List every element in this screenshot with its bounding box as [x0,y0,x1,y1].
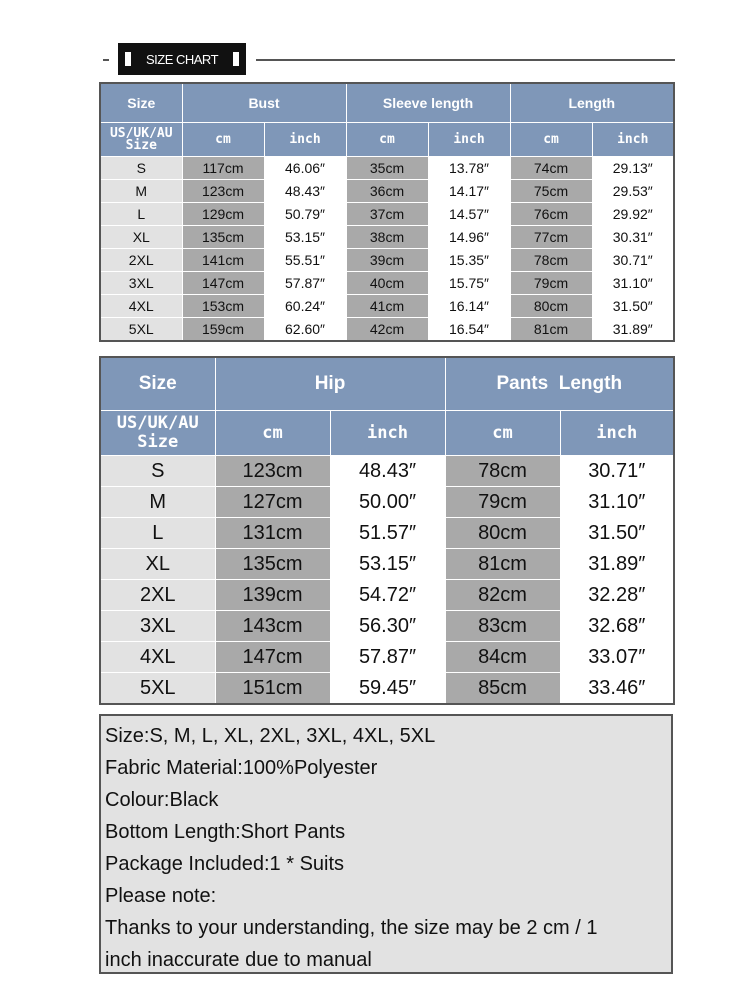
size-cell: XL [100,549,215,580]
cm-cell: 82cm [445,580,560,611]
cm-cell: 153cm [182,295,264,318]
inch-cell: 31.10″ [560,487,674,518]
unit-cm: cm [510,123,592,157]
inch-cell: 50.00″ [330,487,445,518]
inch-cell: 31.50″ [592,295,674,318]
table-row [100,518,674,549]
inch-cell: 62.60″ [264,318,346,342]
inch-cell: 46.06″ [264,157,346,180]
cm-cell: 85cm [445,673,560,705]
title-dash [103,59,109,61]
cm-cell: 83cm [445,611,560,642]
cm-cell: 123cm [182,180,264,203]
inch-cell: 15.35″ [428,249,510,272]
size-chart-title [118,43,246,75]
inch-cell: 53.15″ [330,549,445,580]
cm-cell: 81cm [510,318,592,342]
cm-cell: 84cm [445,642,560,673]
cm-cell: 147cm [215,642,330,673]
table-row [100,226,674,249]
unit-cm: cm [346,123,428,157]
cm-cell: 78cm [510,249,592,272]
inch-cell: 57.87″ [264,272,346,295]
inch-cell: 30.71″ [560,456,674,487]
size-cell: S [100,456,215,487]
inch-cell: 53.15″ [264,226,346,249]
inch-cell: 48.43″ [330,456,445,487]
cm-cell: 38cm [346,226,428,249]
inch-cell: 31.10″ [592,272,674,295]
inch-cell: 50.79″ [264,203,346,226]
cm-cell: 151cm [215,673,330,705]
header-bust: Bust [182,83,346,123]
size-cell: XL [100,226,182,249]
inch-cell: 29.92″ [592,203,674,226]
table-header-row [100,83,674,123]
size-chart-title-text: SIZE CHART [145,51,219,67]
size-cell: 2XL [100,249,182,272]
inch-cell: 31.50″ [560,518,674,549]
inch-cell: 57.87″ [330,642,445,673]
table-row [100,249,674,272]
note-line: Package Included:1 * Suits [105,853,345,875]
cm-cell: 40cm [346,272,428,295]
size-cell: 3XL [100,611,215,642]
size-cell: L [100,203,182,226]
inch-cell: 32.68″ [560,611,674,642]
title-row [0,40,750,80]
header-size: Size [100,83,182,123]
size-cell: 5XL [100,318,182,342]
unit-cm: cm [445,411,560,456]
cm-cell: 141cm [182,249,264,272]
inch-cell: 16.14″ [428,295,510,318]
inch-cell: 14.57″ [428,203,510,226]
size-cell: L [100,518,215,549]
size-cell: 5XL [100,673,215,705]
inch-cell: 29.13″ [592,157,674,180]
inch-cell: 33.46″ [560,673,674,705]
inch-cell: 14.17″ [428,180,510,203]
title-rule [256,59,675,61]
note-line: Size:S, M, L, XL, 2XL, 3XL, 4XL, 5XL [105,725,436,747]
cm-cell: 42cm [346,318,428,342]
table-row [100,673,674,705]
cm-cell: 35cm [346,157,428,180]
cm-cell: 159cm [182,318,264,342]
size-cell: M [100,487,215,518]
inch-cell: 48.43″ [264,180,346,203]
cm-cell: 41cm [346,295,428,318]
cm-cell: 80cm [445,518,560,549]
inch-cell: 30.31″ [592,226,674,249]
cm-cell: 147cm [182,272,264,295]
inch-cell: 31.89″ [560,549,674,580]
note-line: Thanks to your understanding, the size may be 2 cm / 1 [105,917,598,939]
inch-cell: 59.45″ [330,673,445,705]
cm-cell: 117cm [182,157,264,180]
cm-cell: 79cm [510,272,592,295]
size-cell: 3XL [100,272,182,295]
inch-cell: 16.54″ [428,318,510,342]
inch-cell: 14.96″ [428,226,510,249]
unit-inch: inch [264,123,346,157]
unit-inch: inch [330,411,445,456]
unit-inch: inch [592,123,674,157]
cm-cell: 80cm [510,295,592,318]
note-line: Fabric Material:100%Polyester [105,757,378,779]
table-row [100,272,674,295]
table-row [100,318,674,342]
cm-cell: 79cm [445,487,560,518]
cm-cell: 81cm [445,549,560,580]
table-row [100,611,674,642]
cm-cell: 131cm [215,518,330,549]
size-table-bottom [99,356,675,705]
table-row [100,642,674,673]
unit-cm: cm [215,411,330,456]
unit-cm: cm [182,123,264,157]
inch-cell: 15.75″ [428,272,510,295]
cm-cell: 74cm [510,157,592,180]
inch-cell: 13.78″ [428,157,510,180]
size-label: US/UK/AU Size [100,411,215,456]
table-row [100,549,674,580]
header-sleeve-length: Sleeve length [346,83,510,123]
header-hip: Hip [215,357,445,411]
cm-cell: 77cm [510,226,592,249]
cm-cell: 135cm [215,549,330,580]
table-row [100,295,674,318]
unit-inch: inch [560,411,674,456]
cm-cell: 123cm [215,456,330,487]
inch-cell: 30.71″ [592,249,674,272]
table-row [100,580,674,611]
cm-cell: 143cm [215,611,330,642]
size-table-top [99,82,675,342]
table-unit-row [100,123,674,157]
note-line: Please note: [105,885,217,907]
table-row [100,157,674,180]
table-row [100,203,674,226]
inch-cell: 56.30″ [330,611,445,642]
note-line: Bottom Length:Short Pants [105,821,346,843]
inch-cell: 31.89″ [592,318,674,342]
size-cell: 4XL [100,295,182,318]
cm-cell: 75cm [510,180,592,203]
cm-cell: 39cm [346,249,428,272]
cm-cell: 36cm [346,180,428,203]
unit-inch: inch [428,123,510,157]
inch-cell: 54.72″ [330,580,445,611]
cm-cell: 37cm [346,203,428,226]
table-row [100,487,674,518]
note-line: inch inaccurate due to manual [105,949,372,971]
header-pants-length: Pants Length [445,357,674,411]
cm-cell: 127cm [215,487,330,518]
header-length: Length [510,83,674,123]
note-line: Colour:Black [105,789,219,811]
product-notes [99,714,673,974]
table-unit-row [100,411,674,456]
header-size: Size [100,357,215,411]
size-cell: M [100,180,182,203]
inch-cell: 51.57″ [330,518,445,549]
cm-cell: 78cm [445,456,560,487]
inch-cell: 33.07″ [560,642,674,673]
inch-cell: 60.24″ [264,295,346,318]
inch-cell: 29.53″ [592,180,674,203]
size-cell: 2XL [100,580,215,611]
size-cell: 4XL [100,642,215,673]
table-header-row [100,357,674,411]
table-row [100,180,674,203]
cm-cell: 135cm [182,226,264,249]
size-label: US/UK/AU Size [100,123,182,157]
cm-cell: 139cm [215,580,330,611]
size-cell: S [100,157,182,180]
cm-cell: 129cm [182,203,264,226]
inch-cell: 55.51″ [264,249,346,272]
table-row [100,456,674,487]
cm-cell: 76cm [510,203,592,226]
inch-cell: 32.28″ [560,580,674,611]
